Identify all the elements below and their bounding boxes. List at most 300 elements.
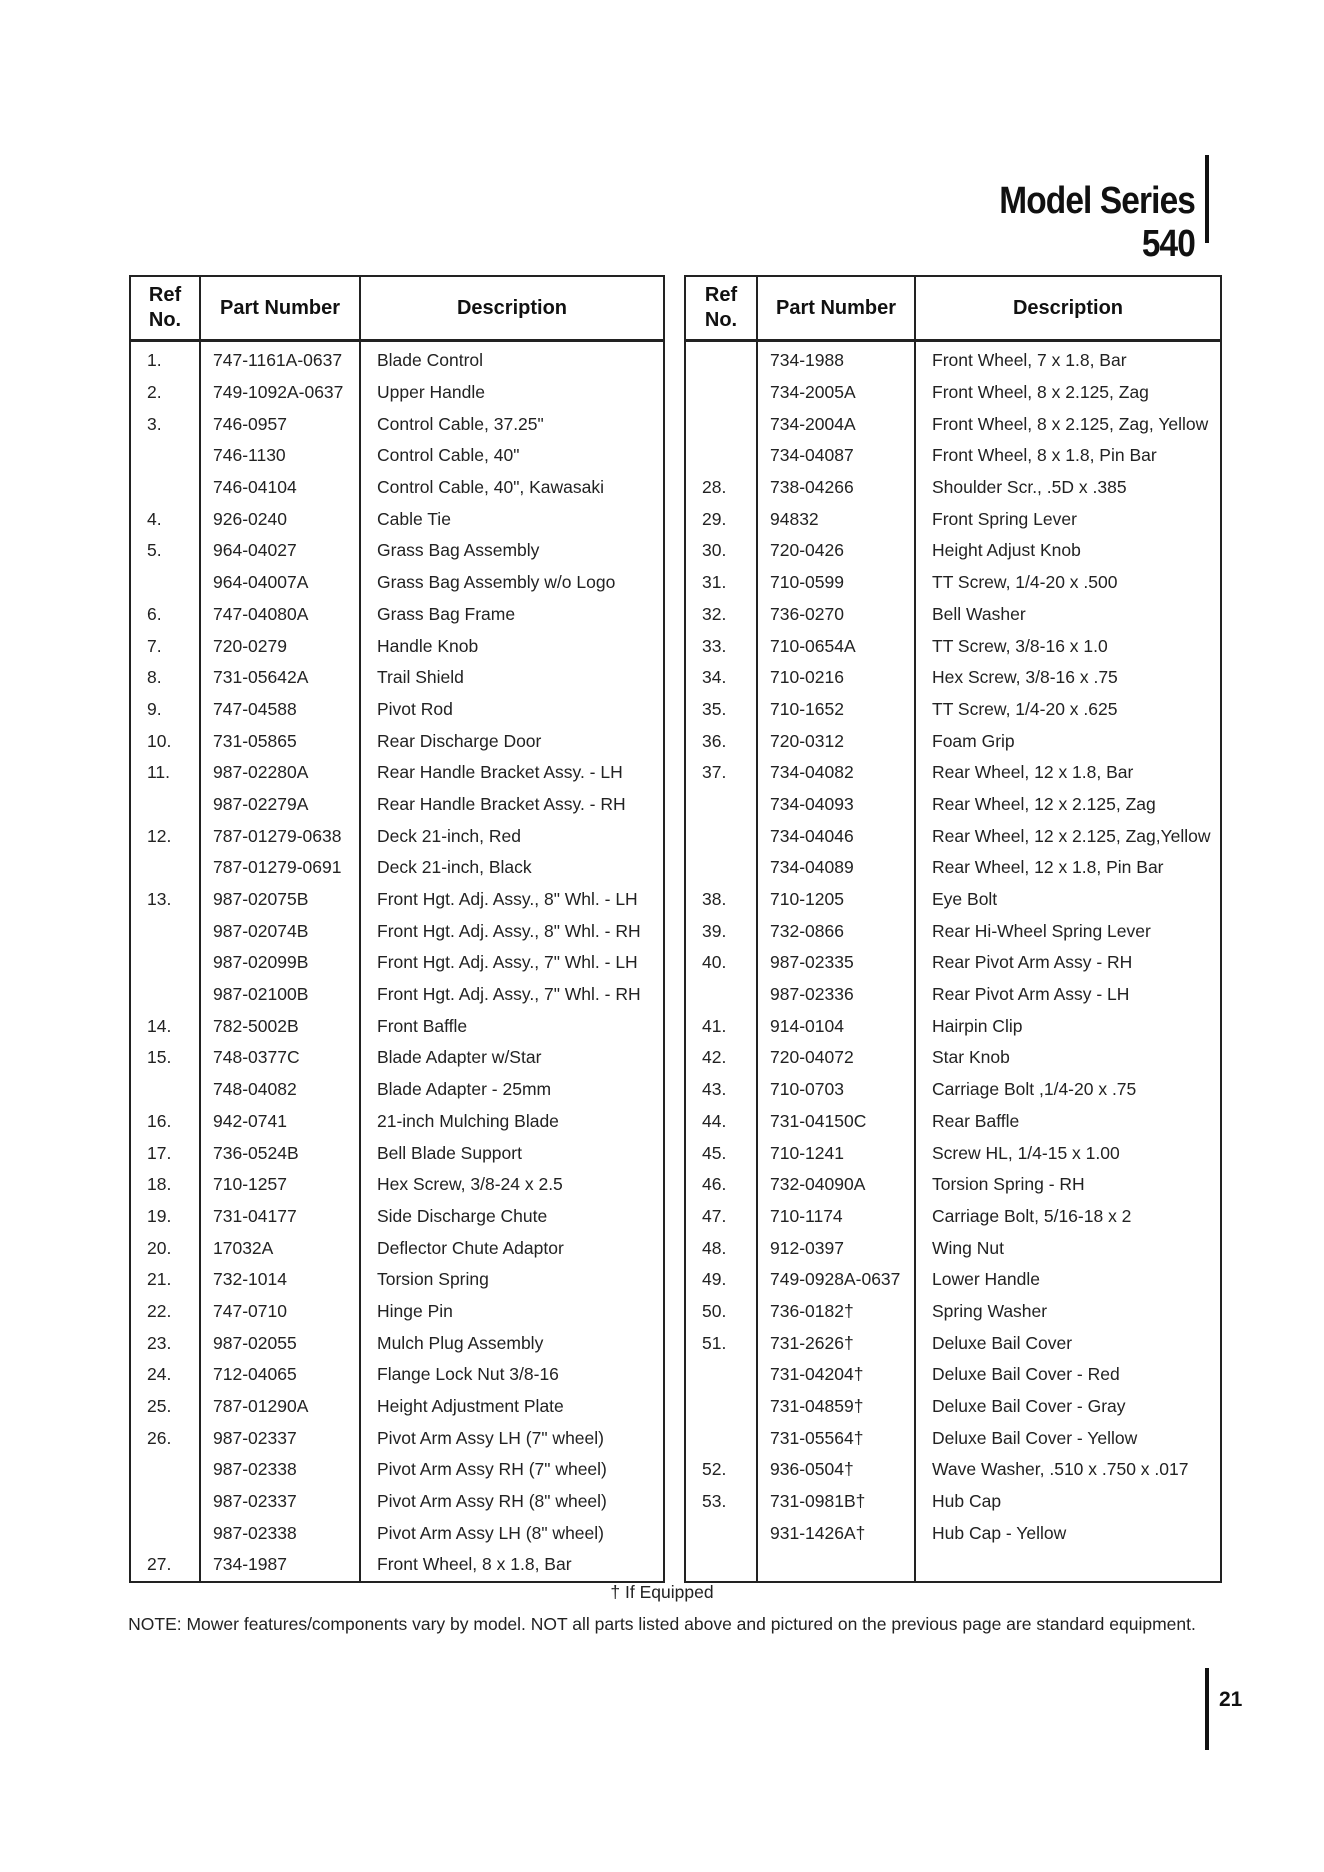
- description-cell: Hub Cap - Yellow: [915, 1517, 1221, 1549]
- table-row: [130, 820, 664, 852]
- table-row: [685, 820, 1221, 852]
- parts-table-left: [129, 275, 665, 1583]
- description-cell: Pivot Rod: [360, 694, 664, 726]
- table-row: [130, 694, 664, 726]
- table-header-row: [130, 276, 664, 341]
- ref-no-cell: 16.: [130, 1106, 200, 1138]
- part-number-cell: 731-04204†: [757, 1359, 915, 1391]
- table-row: [685, 535, 1221, 567]
- description-cell: Trail Shield: [360, 662, 664, 694]
- description-cell: Blade Control: [360, 341, 664, 377]
- part-number-cell: 936-0504†: [757, 1454, 915, 1486]
- ref-no-cell: [130, 915, 200, 947]
- ref-no-cell: [685, 408, 757, 440]
- description-cell: Blade Adapter - 25mm: [360, 1074, 664, 1106]
- part-number-cell: 987-02335: [757, 947, 915, 979]
- table-row: [685, 1232, 1221, 1264]
- ref-no-cell: 51.: [685, 1327, 757, 1359]
- table-row: [130, 1327, 664, 1359]
- description-cell: Deflector Chute Adaptor: [360, 1232, 664, 1264]
- description-cell: Hex Screw, 3/8-24 x 2.5: [360, 1169, 664, 1201]
- table-row: [130, 1486, 664, 1518]
- ref-no-cell: 50.: [685, 1296, 757, 1328]
- part-number-cell: 747-0710: [200, 1296, 360, 1328]
- model-series-title: Model Series 540: [999, 180, 1195, 265]
- description-cell: [915, 1549, 1221, 1582]
- ref-no-cell: 42.: [685, 1042, 757, 1074]
- description-cell: Front Hgt. Adj. Assy., 7" Whl. - RH: [360, 979, 664, 1011]
- ref-no-cell: 7.: [130, 630, 200, 662]
- part-number-cell: 987-02338: [200, 1517, 360, 1549]
- description-cell: Rear Wheel, 12 x 1.8, Bar: [915, 757, 1221, 789]
- table-header-row: [685, 276, 1221, 341]
- description-cell: Front Wheel, 8 x 2.125, Zag, Yellow: [915, 408, 1221, 440]
- description-cell: Rear Discharge Door: [360, 725, 664, 757]
- table-row: [685, 1549, 1221, 1582]
- description-cell: Front Hgt. Adj. Assy., 8" Whl. - RH: [360, 915, 664, 947]
- ref-no-cell: 6.: [130, 599, 200, 631]
- ref-no-cell: 18.: [130, 1169, 200, 1201]
- table-row: [130, 1296, 664, 1328]
- part-number-cell: 987-02336: [757, 979, 915, 1011]
- ref-no-cell: 23.: [130, 1327, 200, 1359]
- part-number-cell: 987-02074B: [200, 915, 360, 947]
- table-row: [130, 567, 664, 599]
- table-row: [130, 1074, 664, 1106]
- table-row: [130, 979, 664, 1011]
- part-number-cell: 732-1014: [200, 1264, 360, 1296]
- table-row: [685, 1422, 1221, 1454]
- ref-no-cell: [685, 341, 757, 377]
- table-row: [685, 472, 1221, 504]
- part-number-cell: 734-2005A: [757, 377, 915, 409]
- part-number-cell: 17032A: [200, 1232, 360, 1264]
- description-cell: Rear Hi-Wheel Spring Lever: [915, 915, 1221, 947]
- part-number-cell: 710-0599: [757, 567, 915, 599]
- ref-no-cell: 8.: [130, 662, 200, 694]
- ref-no-cell: 34.: [685, 662, 757, 694]
- ref-no-cell: 32.: [685, 599, 757, 631]
- table-row: [130, 440, 664, 472]
- description-cell: Rear Pivot Arm Assy - LH: [915, 979, 1221, 1011]
- ref-no-cell: [685, 1359, 757, 1391]
- description-cell: Grass Bag Assembly w/o Logo: [360, 567, 664, 599]
- ref-no-cell: 37.: [685, 757, 757, 789]
- ref-no-cell: 26.: [130, 1422, 200, 1454]
- description-cell: Rear Wheel, 12 x 1.8, Pin Bar: [915, 852, 1221, 884]
- part-number-cell: 987-02337: [200, 1486, 360, 1518]
- ref-no-cell: [130, 440, 200, 472]
- page-number-rule: [1205, 1668, 1209, 1750]
- ref-no-cell: 13.: [130, 884, 200, 916]
- description-cell: Height Adjust Knob: [915, 535, 1221, 567]
- ref-no-cell: [130, 1486, 200, 1518]
- table-row: [130, 1422, 664, 1454]
- table-row: [685, 757, 1221, 789]
- table-row: [685, 599, 1221, 631]
- part-number-cell: 746-04104: [200, 472, 360, 504]
- table-row: [685, 1106, 1221, 1138]
- part-number-cell: 710-0654A: [757, 630, 915, 662]
- ref-no-cell: 30.: [685, 535, 757, 567]
- ref-no-cell: 19.: [130, 1201, 200, 1233]
- ref-no-cell: [685, 377, 757, 409]
- part-number-cell: 912-0397: [757, 1232, 915, 1264]
- description-cell: Deluxe Bail Cover - Gray: [915, 1391, 1221, 1423]
- description-header: Description: [915, 276, 1221, 341]
- ref-no-cell: [130, 947, 200, 979]
- table-row: [130, 472, 664, 504]
- ref-no-cell: 33.: [685, 630, 757, 662]
- ref-no-cell: 29.: [685, 503, 757, 535]
- description-cell: Spring Washer: [915, 1296, 1221, 1328]
- table-row: [130, 377, 664, 409]
- table-row: [130, 947, 664, 979]
- part-number-cell: 748-04082: [200, 1074, 360, 1106]
- part-number-cell: 734-1987: [200, 1549, 360, 1582]
- part-number-cell: 734-04082: [757, 757, 915, 789]
- description-cell: Mulch Plug Assembly: [360, 1327, 664, 1359]
- equipment-note: NOTE: Mower features/components vary by model. NOT all parts listed above and pictured on the previous page are standard equipment.: [128, 1614, 1196, 1634]
- ref-no-cell: 3.: [130, 408, 200, 440]
- table-row: [130, 630, 664, 662]
- parts-table-right: [684, 275, 1222, 1583]
- description-cell: Front Hgt. Adj. Assy., 8" Whl. - LH: [360, 884, 664, 916]
- page-number: 21: [1219, 1688, 1243, 1711]
- description-cell: Front Wheel, 8 x 1.8, Bar: [360, 1549, 664, 1582]
- table-row: [685, 1169, 1221, 1201]
- table-row: [685, 1201, 1221, 1233]
- description-cell: Carriage Bolt ,1/4-20 x .75: [915, 1074, 1221, 1106]
- table-row: [130, 757, 664, 789]
- ref-no-cell: 9.: [130, 694, 200, 726]
- part-number-header: Part Number: [757, 276, 915, 341]
- table-row: [130, 503, 664, 535]
- part-number-cell: 734-1988: [757, 341, 915, 377]
- part-number-cell: 734-04089: [757, 852, 915, 884]
- part-number-cell: 987-02279A: [200, 789, 360, 821]
- table-row: [130, 789, 664, 821]
- table-row: [685, 979, 1221, 1011]
- description-cell: Front Spring Lever: [915, 503, 1221, 535]
- ref-no-cell: 40.: [685, 947, 757, 979]
- table-row: [685, 440, 1221, 472]
- description-cell: Front Hgt. Adj. Assy., 7" Whl. - LH: [360, 947, 664, 979]
- part-number-cell: 964-04007A: [200, 567, 360, 599]
- part-number-cell: 710-1257: [200, 1169, 360, 1201]
- part-number-cell: 747-1161A-0637: [200, 341, 360, 377]
- part-number-cell: 987-02100B: [200, 979, 360, 1011]
- part-number-cell: 732-04090A: [757, 1169, 915, 1201]
- description-cell: Bell Blade Support: [360, 1137, 664, 1169]
- table-row: [130, 1137, 664, 1169]
- description-cell: Hex Screw, 3/8-16 x .75: [915, 662, 1221, 694]
- part-number-cell: 926-0240: [200, 503, 360, 535]
- description-cell: TT Screw, 1/4-20 x .500: [915, 567, 1221, 599]
- ref-no-cell: 41.: [685, 1010, 757, 1042]
- description-cell: Upper Handle: [360, 377, 664, 409]
- table-row: [130, 1010, 664, 1042]
- part-number-cell: 747-04080A: [200, 599, 360, 631]
- table-row: [685, 341, 1221, 377]
- part-number-cell: 731-04177: [200, 1201, 360, 1233]
- description-cell: Pivot Arm Assy LH (7" wheel): [360, 1422, 664, 1454]
- ref-no-cell: 2.: [130, 377, 200, 409]
- table-row: [130, 535, 664, 567]
- description-cell: Rear Handle Bracket Assy. - LH: [360, 757, 664, 789]
- table-row: [685, 1296, 1221, 1328]
- part-number-cell: 731-05564†: [757, 1422, 915, 1454]
- ref-no-cell: 38.: [685, 884, 757, 916]
- table-row: [685, 1327, 1221, 1359]
- ref-no-cell: 39.: [685, 915, 757, 947]
- part-number-cell: 710-1241: [757, 1137, 915, 1169]
- description-cell: Handle Knob: [360, 630, 664, 662]
- table-row: [130, 1359, 664, 1391]
- description-cell: Lower Handle: [915, 1264, 1221, 1296]
- description-cell: Front Wheel, 8 x 2.125, Zag: [915, 377, 1221, 409]
- ref-no-cell: 28.: [685, 472, 757, 504]
- if-equipped-footnote: † If Equipped: [610, 1582, 714, 1602]
- ref-no-cell: 10.: [130, 725, 200, 757]
- table-row: [130, 1232, 664, 1264]
- description-cell: Control Cable, 40", Kawasaki: [360, 472, 664, 504]
- table-row: [130, 1549, 664, 1582]
- ref-no-cell: [130, 472, 200, 504]
- description-cell: Side Discharge Chute: [360, 1201, 664, 1233]
- ref-no-cell: 27.: [130, 1549, 200, 1582]
- ref-no-cell: 24.: [130, 1359, 200, 1391]
- part-number-cell: 987-02338: [200, 1454, 360, 1486]
- table-row: [130, 1106, 664, 1138]
- description-cell: Pivot Arm Assy LH (8" wheel): [360, 1517, 664, 1549]
- description-cell: Control Cable, 40": [360, 440, 664, 472]
- parts-table-right-body: [685, 341, 1221, 1582]
- ref-no-cell: [130, 1454, 200, 1486]
- table-row: [685, 1454, 1221, 1486]
- part-number-cell: [757, 1549, 915, 1582]
- ref-no-cell: 31.: [685, 567, 757, 599]
- table-row: [130, 662, 664, 694]
- part-number-cell: 746-0957: [200, 408, 360, 440]
- ref-no-cell: [685, 1549, 757, 1582]
- part-number-cell: 731-2626†: [757, 1327, 915, 1359]
- description-cell: Deluxe Bail Cover - Red: [915, 1359, 1221, 1391]
- table-row: [685, 503, 1221, 535]
- part-number-cell: 734-04046: [757, 820, 915, 852]
- table-row: [685, 1264, 1221, 1296]
- table-row: [685, 852, 1221, 884]
- table-row: [130, 341, 664, 377]
- part-number-cell: 720-04072: [757, 1042, 915, 1074]
- ref-no-cell: [130, 1517, 200, 1549]
- description-cell: Bell Washer: [915, 599, 1221, 631]
- description-cell: Rear Pivot Arm Assy - RH: [915, 947, 1221, 979]
- part-number-cell: 749-1092A-0637: [200, 377, 360, 409]
- part-number-cell: 787-01279-0691: [200, 852, 360, 884]
- part-number-cell: 731-04859†: [757, 1391, 915, 1423]
- description-cell: Star Knob: [915, 1042, 1221, 1074]
- ref-no-cell: [685, 979, 757, 1011]
- part-number-cell: 787-01279-0638: [200, 820, 360, 852]
- ref-no-cell: [685, 789, 757, 821]
- table-row: [685, 1359, 1221, 1391]
- table-row: [685, 915, 1221, 947]
- ref-no-cell: 15.: [130, 1042, 200, 1074]
- description-cell: Rear Wheel, 12 x 2.125, Zag,Yellow: [915, 820, 1221, 852]
- part-number-cell: 731-0981B†: [757, 1486, 915, 1518]
- part-number-cell: 787-01290A: [200, 1391, 360, 1423]
- part-number-cell: 746-1130: [200, 440, 360, 472]
- ref-no-cell: 20.: [130, 1232, 200, 1264]
- ref-no-cell: [685, 440, 757, 472]
- ref-no-header: Ref No.: [685, 276, 757, 341]
- part-number-cell: 731-04150C: [757, 1106, 915, 1138]
- table-row: [685, 567, 1221, 599]
- part-number-cell: 712-04065: [200, 1359, 360, 1391]
- ref-no-cell: [685, 1391, 757, 1423]
- table-row: [685, 1074, 1221, 1106]
- ref-no-cell: 44.: [685, 1106, 757, 1138]
- table-row: [685, 408, 1221, 440]
- description-cell: Flange Lock Nut 3/8-16: [360, 1359, 664, 1391]
- ref-no-cell: [685, 1517, 757, 1549]
- table-row: [130, 1042, 664, 1074]
- description-cell: TT Screw, 1/4-20 x .625: [915, 694, 1221, 726]
- ref-no-cell: 45.: [685, 1137, 757, 1169]
- ref-no-cell: 1.: [130, 341, 200, 377]
- description-cell: Wave Washer, .510 x .750 x .017: [915, 1454, 1221, 1486]
- ref-no-cell: 5.: [130, 535, 200, 567]
- ref-no-cell: [130, 567, 200, 599]
- table-row: [130, 1454, 664, 1486]
- description-cell: Wing Nut: [915, 1232, 1221, 1264]
- part-number-cell: 710-1652: [757, 694, 915, 726]
- description-cell: TT Screw, 3/8-16 x 1.0: [915, 630, 1221, 662]
- part-number-cell: 710-0216: [757, 662, 915, 694]
- description-cell: Deluxe Bail Cover: [915, 1327, 1221, 1359]
- ref-no-cell: [685, 1422, 757, 1454]
- table-row: [685, 1391, 1221, 1423]
- table-row: [130, 884, 664, 916]
- ref-no-cell: [130, 1074, 200, 1106]
- table-row: [130, 599, 664, 631]
- ref-no-cell: 36.: [685, 725, 757, 757]
- description-cell: Deck 21-inch, Black: [360, 852, 664, 884]
- part-number-cell: 987-02337: [200, 1422, 360, 1454]
- ref-no-cell: 25.: [130, 1391, 200, 1423]
- part-number-cell: 731-05642A: [200, 662, 360, 694]
- table-row: [685, 884, 1221, 916]
- part-number-cell: 914-0104: [757, 1010, 915, 1042]
- description-cell: Foam Grip: [915, 725, 1221, 757]
- table-row: [685, 694, 1221, 726]
- table-row: [130, 1391, 664, 1423]
- description-header: Description: [360, 276, 664, 341]
- table-row: [685, 1517, 1221, 1549]
- part-number-cell: 987-02280A: [200, 757, 360, 789]
- ref-no-cell: [130, 979, 200, 1011]
- description-cell: Grass Bag Assembly: [360, 535, 664, 567]
- description-cell: Shoulder Scr., .5D x .385: [915, 472, 1221, 504]
- ref-no-cell: 35.: [685, 694, 757, 726]
- description-cell: Hub Cap: [915, 1486, 1221, 1518]
- ref-no-cell: 46.: [685, 1169, 757, 1201]
- ref-no-cell: 17.: [130, 1137, 200, 1169]
- table-row: [685, 1486, 1221, 1518]
- table-row: [685, 662, 1221, 694]
- ref-no-cell: 49.: [685, 1264, 757, 1296]
- ref-no-cell: 22.: [130, 1296, 200, 1328]
- ref-no-cell: 47.: [685, 1201, 757, 1233]
- part-number-cell: 734-04087: [757, 440, 915, 472]
- part-number-cell: 734-04093: [757, 789, 915, 821]
- part-number-cell: 748-0377C: [200, 1042, 360, 1074]
- description-cell: Rear Baffle: [915, 1106, 1221, 1138]
- table-row: [130, 725, 664, 757]
- description-cell: Hairpin Clip: [915, 1010, 1221, 1042]
- table-row: [685, 789, 1221, 821]
- part-number-cell: 734-2004A: [757, 408, 915, 440]
- part-number-cell: 736-0524B: [200, 1137, 360, 1169]
- description-cell: Rear Wheel, 12 x 2.125, Zag: [915, 789, 1221, 821]
- part-number-cell: 732-0866: [757, 915, 915, 947]
- description-cell: Cable Tie: [360, 503, 664, 535]
- ref-no-cell: 14.: [130, 1010, 200, 1042]
- part-number-cell: 987-02075B: [200, 884, 360, 916]
- description-cell: Front Baffle: [360, 1010, 664, 1042]
- table-row: [130, 915, 664, 947]
- part-number-cell: 710-0703: [757, 1074, 915, 1106]
- parts-table-left-body: [130, 341, 664, 1582]
- part-number-cell: 94832: [757, 503, 915, 535]
- description-cell: Pivot Arm Assy RH (8" wheel): [360, 1486, 664, 1518]
- description-cell: Grass Bag Frame: [360, 599, 664, 631]
- description-cell: Front Wheel, 8 x 1.8, Pin Bar: [915, 440, 1221, 472]
- table-row: [685, 725, 1221, 757]
- table-row: [685, 947, 1221, 979]
- description-cell: Deck 21-inch, Red: [360, 820, 664, 852]
- description-cell: Front Wheel, 7 x 1.8, Bar: [915, 341, 1221, 377]
- ref-no-cell: 53.: [685, 1486, 757, 1518]
- part-number-cell: 749-0928A-0637: [757, 1264, 915, 1296]
- ref-no-cell: [685, 852, 757, 884]
- description-cell: Deluxe Bail Cover - Yellow: [915, 1422, 1221, 1454]
- part-number-cell: 710-1174: [757, 1201, 915, 1233]
- table-row: [130, 1517, 664, 1549]
- table-row: [685, 630, 1221, 662]
- description-cell: Blade Adapter w/Star: [360, 1042, 664, 1074]
- table-row: [130, 408, 664, 440]
- table-row: [685, 1042, 1221, 1074]
- table-row: [130, 1201, 664, 1233]
- part-number-cell: 736-0182†: [757, 1296, 915, 1328]
- part-number-cell: 987-02055: [200, 1327, 360, 1359]
- part-number-cell: 738-04266: [757, 472, 915, 504]
- part-number-cell: 736-0270: [757, 599, 915, 631]
- ref-no-cell: 11.: [130, 757, 200, 789]
- part-number-cell: 720-0279: [200, 630, 360, 662]
- table-row: [685, 377, 1221, 409]
- title-vertical-rule: [1205, 155, 1209, 243]
- description-cell: Screw HL, 1/4-15 x 1.00: [915, 1137, 1221, 1169]
- description-cell: Carriage Bolt, 5/16-18 x 2: [915, 1201, 1221, 1233]
- part-number-cell: 942-0741: [200, 1106, 360, 1138]
- part-number-cell: 987-02099B: [200, 947, 360, 979]
- description-cell: Torsion Spring - RH: [915, 1169, 1221, 1201]
- ref-no-header: Ref No.: [130, 276, 200, 341]
- part-number-cell: 731-05865: [200, 725, 360, 757]
